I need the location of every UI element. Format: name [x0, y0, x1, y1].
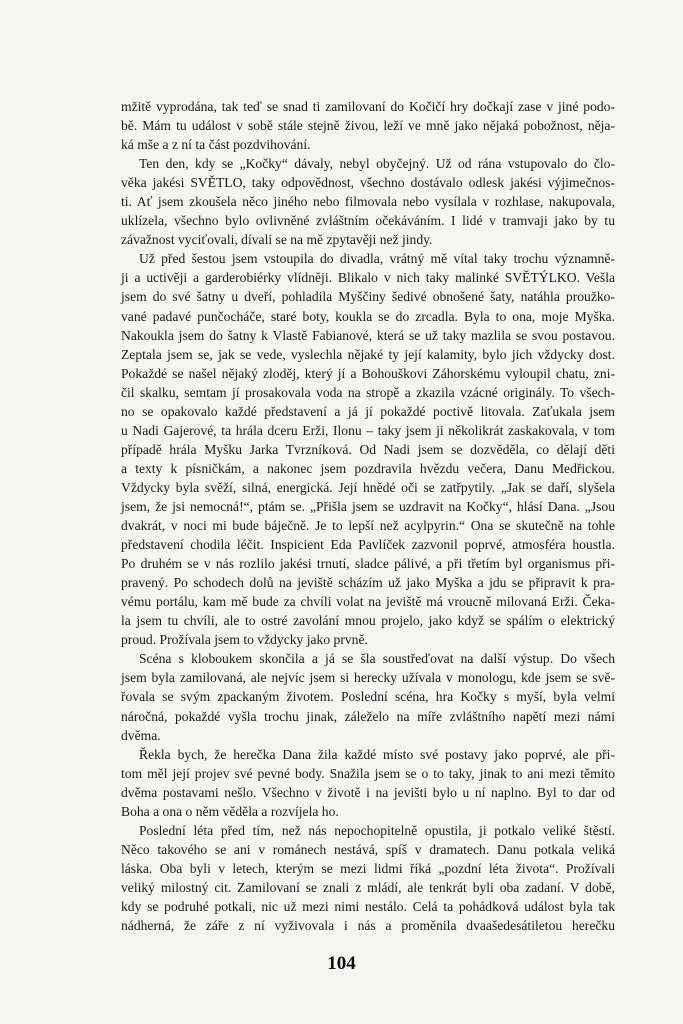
text-line: Něco takového se ani v románech nestává, spíš v dramatech. Danu potkala veliká — [121, 841, 615, 857]
text-line: láska. Oba byli v letech, kterým se mezi lidmi říká „pozdní léta života“. Prožívali — [121, 860, 615, 876]
text-line: mžitě vyprodána, tak teď se snad ti zamilovaní do Kočičí hry dočkají zase v jiné podo- — [121, 99, 615, 114]
text-line: kdy se podruhé potkali, nic už mezi nimi nestálo. Celá ta pohádková událost byla tak — [121, 898, 615, 914]
text-line: Po druhém se v nás rozlilo jakési trnutí, sladce pálivé, a při třetím byl organismus při- — [121, 556, 615, 572]
text-line: náročná, pokaždé vyšla trochu jinak, záleželo na míře zvláštního napětí mezi námi — [121, 708, 615, 724]
text-line: dvěma. — [121, 727, 161, 743]
text-line: Zeptala jsem se, jak se vede, vyslechla nějaké ty její kalamity, bylo jich vždycky dost. — [121, 346, 615, 362]
text-line: a texty k písničkám, a nakonec jsem pozdravila hvězdu večera, Danu Medřickou. — [121, 460, 615, 476]
text-line: představení chodila léčit. Inspicient Eda Pavlíček zazvonil poprvé, atmosféra houstla. — [121, 537, 615, 553]
text-line: dvěma postavami nešlo. Všechno v životě i na jevišti bylo u ní naplno. Byl to dar od — [121, 784, 615, 800]
text-line: Nakoukla jsem do šatny k Vlastě Fabianové, která se už taky mazlila se svou postavou. — [121, 327, 615, 343]
text-line: vému portálu, kam mě bude za chvíli volat na jeviště má vroucně milovaná Erži. Čeka- — [121, 594, 615, 610]
paragraph — [121, 97, 615, 154]
text-line: jsem do své šatny u dveří, pohladila Myščiny šedivé obnošené šaty, natáhla proužko- — [121, 289, 615, 305]
paragraph — [121, 745, 615, 821]
text-line: nádherná, že záře z ní vyživovala i nás a proměnila dvaašedesátiletou herečku — [121, 918, 615, 934]
paragraph — [121, 649, 615, 744]
text-line: proud. Prožívala jsem to vždycky jako prvně. — [121, 632, 368, 648]
text-line: bě. Mám tu událost v sobě stále stejně živou, leží ve mně jako nějaká pobožnost, něja- — [121, 118, 615, 134]
text-line: Ten den, kdy se „Kočky“ dávaly, nebyl obyčejný. Už od rána vstupovalo do člo- — [139, 156, 615, 172]
text-line: pravený. Po schodech dolů na jeviště scházím už jako Myška a jdu se připravit k pra- — [121, 575, 615, 591]
text-line: případě hrála Myšku Jarka Tvrzníková. Od Nadi jsem se dozvěděla, co dělají děti — [121, 441, 615, 457]
paragraph — [121, 249, 615, 649]
text-line: dvakrát, v noci mi bude báječně. Je to lepší než acylpyrin.“ Ona se skutečně na tohle — [121, 518, 615, 534]
text-line: čil skalku, semtam jí prosakovala voda na stropě a zkazila vzácné originály. To všech- — [121, 384, 615, 400]
text-line: Pokaždé se našel nějaký zloděj, který jí a Bohouškovi Záhorskému vyloupil chatu, zni- — [121, 365, 615, 381]
text-line: Vždycky byla svěží, silná, energická. Její hnědé oči se zatřpytily. „Jak se daří, slyšela — [121, 479, 615, 495]
text-line: jsem byla zamilovaná, ale nejvíc jsem si herecky užívala v monologu, kde jsem se svě- — [121, 670, 615, 686]
text-line: no se opakovalo každé představení a já jí pokaždé poctivě litovala. Zaťukala jsem — [121, 403, 615, 419]
text-line: ká mše a z ní ta část pozdvihování. — [121, 137, 311, 153]
text-line: řovala se svým zpackaným životem. Poslední scéna, hra Kočky s myší, byla velmi — [121, 689, 615, 705]
body-text — [121, 97, 615, 935]
text-line: la jsem tu chvíli, ale to ostré zavolání mnou projelo, jako když se spálím o elektrický — [121, 613, 615, 629]
page-number: 104 — [327, 953, 356, 974]
text-line: u Nadi Gajerové, ta hrála dceru Erži, Ilonu – taky jsem ji několikrát zaskakovala, v tom — [121, 422, 615, 438]
text-line: Poslední léta před tím, než nás nepochopitelně opustila, ji potkalo veliké štěstí. — [139, 822, 615, 838]
text-line: jsem, že jsi nemocná!“, ptám se. „Přišla jsem se uzdravit na Kočky“, hlásí Dana. „Jsou — [121, 498, 615, 514]
text-line: závažnost vyciťovali, dívali se na mě zpytavěji než jindy. — [121, 232, 433, 248]
paragraph — [121, 154, 615, 249]
text-line: věka jakési SVĚTLO, taky odpovědnost, všechno dostávalo odlesk jakési výjimečnos- — [121, 175, 615, 191]
text-line: veliký milostný cit. Zamilovaní se znali z mládí, ale tenkrát byli oba zadaní. V době, — [121, 879, 615, 895]
text-line: ji a uctivěji a garderobiérky vlídněji. Blikalo v nich taky malinké SVĚTÝLKO. Vešla — [121, 270, 615, 286]
text-line: Scéna s kloboukem skončila a já se šla soustřeďovat na další výstup. Do všech — [139, 651, 615, 667]
text-line: Boha a ona o něm věděla a rozvíjela ho. — [121, 803, 339, 819]
text-line: Už před šestou jsem vstoupila do divadla, vrátný mě vítal taky trochu významně- — [139, 251, 615, 267]
text-line: tom měl její projev své pevné body. Snažila jsem se o to taky, jinak to ani mezi těmito — [121, 765, 615, 781]
paragraph — [121, 821, 615, 935]
text-line: Řekla bych, že herečka Dana žila každé místo své postavy jako poprvé, ale při- — [139, 746, 615, 762]
text-line: vané padavé punčocháče, staré boty, koukla se do zrcadla. Byla to ona, moje Myška. — [121, 308, 615, 324]
text-line: ti. Ať jsem zkoušela něco jiného nebo filmovala nebo vysílala v rozhlase, nakupovala, — [121, 194, 615, 210]
text-line: uklízela, všechno bylo ovlivněné zvláštním očekáváním. I lidé v tramvaji jako by tu — [121, 213, 615, 229]
